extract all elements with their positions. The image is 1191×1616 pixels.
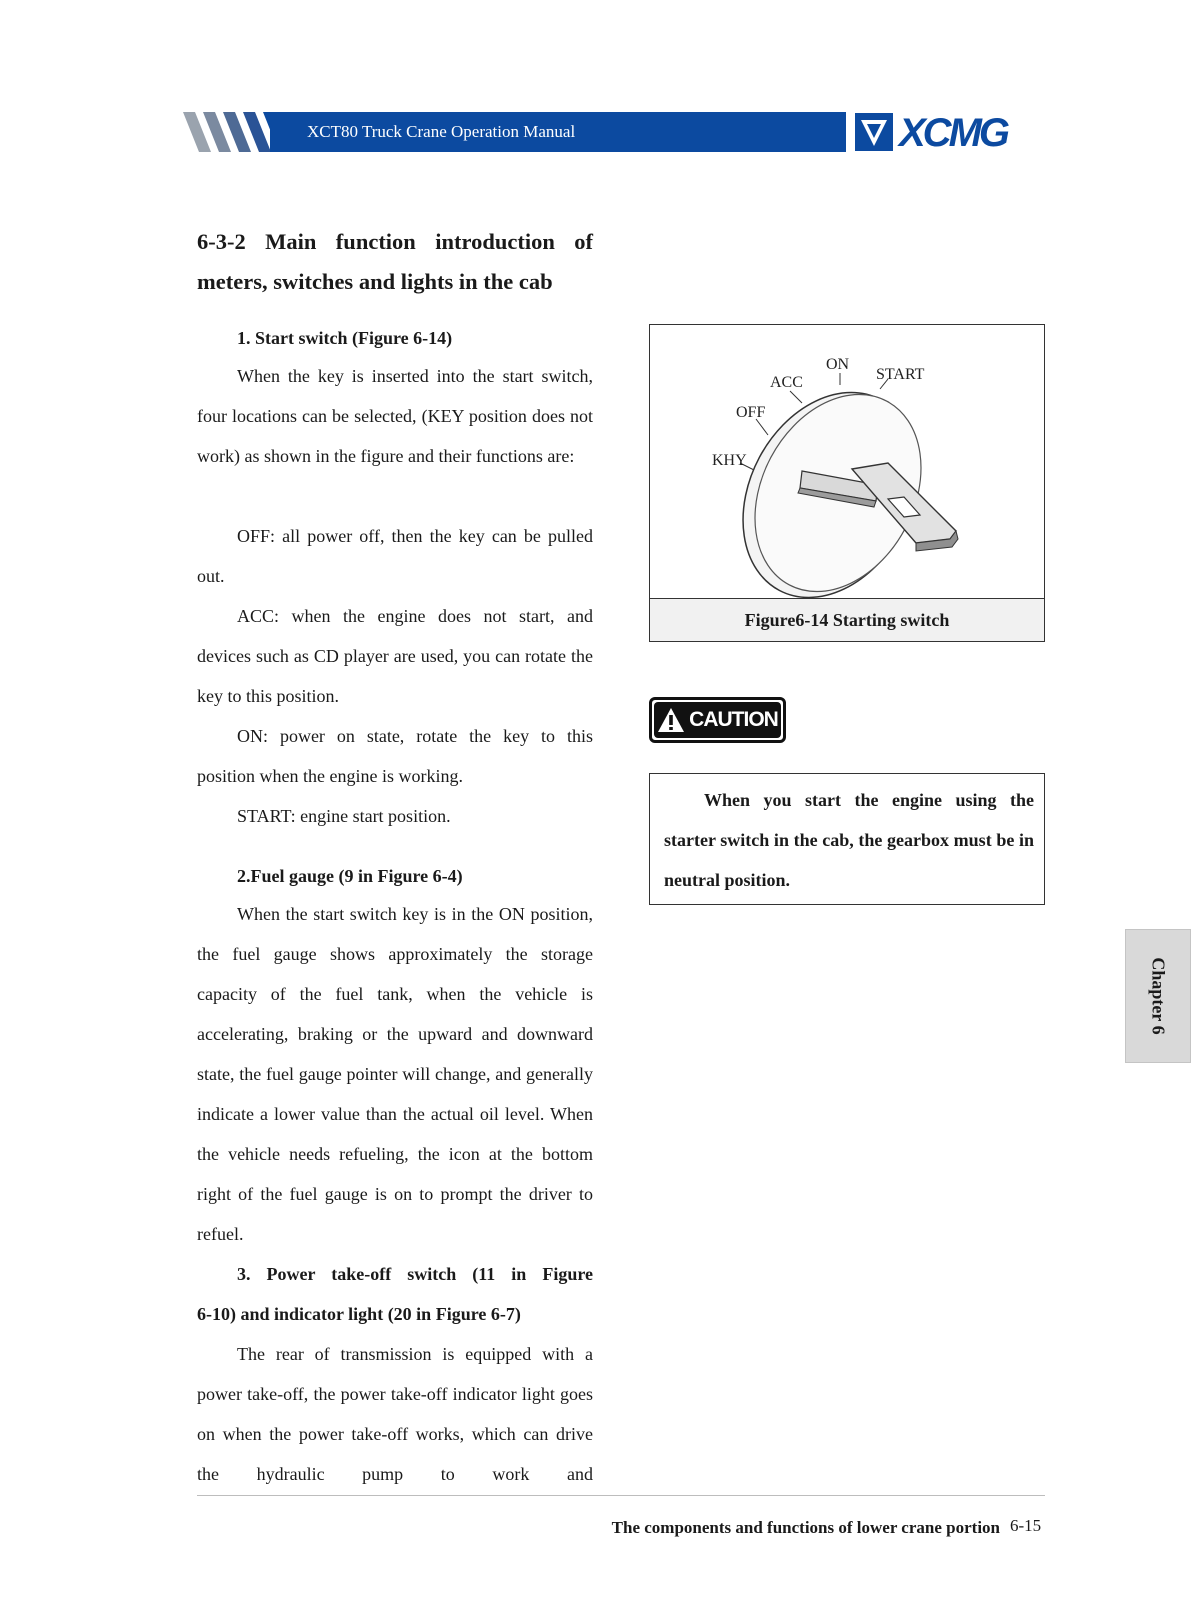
footer-divider [197, 1495, 1045, 1496]
caution-label: CAUTION [689, 708, 778, 731]
label-off: OFF [736, 404, 766, 421]
chapter-tab-label: Chapter 6 [1148, 957, 1169, 1035]
header-stripes [183, 112, 283, 152]
pto-heading-line2: 6-10) and indicator light (20 in Figure 6-7) [197, 1304, 521, 1324]
fuel-gauge-body: When the start switch key is in the ON position, the fuel gauge shows approximately the storage capacity of the fuel tank, when the vehicle is accelerating, braking or the upward and downward state, the fuel gauge pointer will change, and generally indicate a lower value than the actual oil level. When the vehicle needs refueling, the icon at the bottom right of the fuel gauge is on to prompt the driver to refuel. [197, 904, 593, 1244]
section-heading [197, 222, 593, 302]
caution-badge [649, 697, 786, 743]
start-switch-intro: When the key is inserted into the start switch, four locations can be selected, (KEY position does not work) as shown in the figure and their functions are: [197, 366, 593, 466]
fuel-gauge-heading: 2.Fuel gauge (9 in Figure 6-4) [237, 866, 463, 886]
caution-text-box [649, 773, 1045, 905]
start-switch-heading: 1. Start switch (Figure 6-14) [237, 328, 453, 348]
pto-heading-line1: 3. Power take-off switch (11 in Figure [237, 1264, 593, 1284]
start-switch-on-desc: ON: power on state, rotate the key to this position when the engine is working. [197, 726, 593, 786]
label-acc: ACC [770, 374, 803, 391]
page-number: 6-15 [1010, 1516, 1042, 1535]
start-switch-start-desc: START: engine start position. [237, 806, 451, 826]
pto-body: The rear of transmission is equipped with a power take-off, the power take-off indicator light goes on when the power take-off works, which can drive the hydraulic pump to work and [197, 1344, 593, 1484]
label-khy: KHY [712, 452, 747, 469]
warning-triangle-icon [657, 707, 685, 733]
section-heading-line2: meters, switches and lights in the cab [197, 269, 553, 294]
chapter-tab [1125, 929, 1191, 1063]
figure-caption: Figure6-14 Starting switch [650, 598, 1044, 641]
manual-title: XCT80 Truck Crane Operation Manual [307, 122, 576, 141]
starting-switch-figure [649, 324, 1045, 642]
start-switch-off-desc: OFF: all power off, then the key can be pulled out. [197, 526, 593, 586]
svg-text:XCMG: XCMG [899, 112, 1007, 152]
footer-section-title: The components and functions of lower crane portion [611, 1518, 1000, 1537]
start-switch-acc-desc: ACC: when the engine does not start, and devices such as CD player are used, you can rotate the key to this position. [197, 606, 593, 706]
label-on: ON [826, 356, 850, 373]
header-title-bar [270, 112, 846, 152]
label-start: START [876, 366, 925, 383]
section-heading-line1: 6-3-2 Main function introduction of [197, 229, 593, 254]
xcmg-logo [855, 112, 1045, 152]
starting-switch-illustration [650, 325, 1046, 601]
caution-text: When you start the engine using the starter switch in the cab, the gearbox must be in neutral position. [664, 790, 1034, 890]
